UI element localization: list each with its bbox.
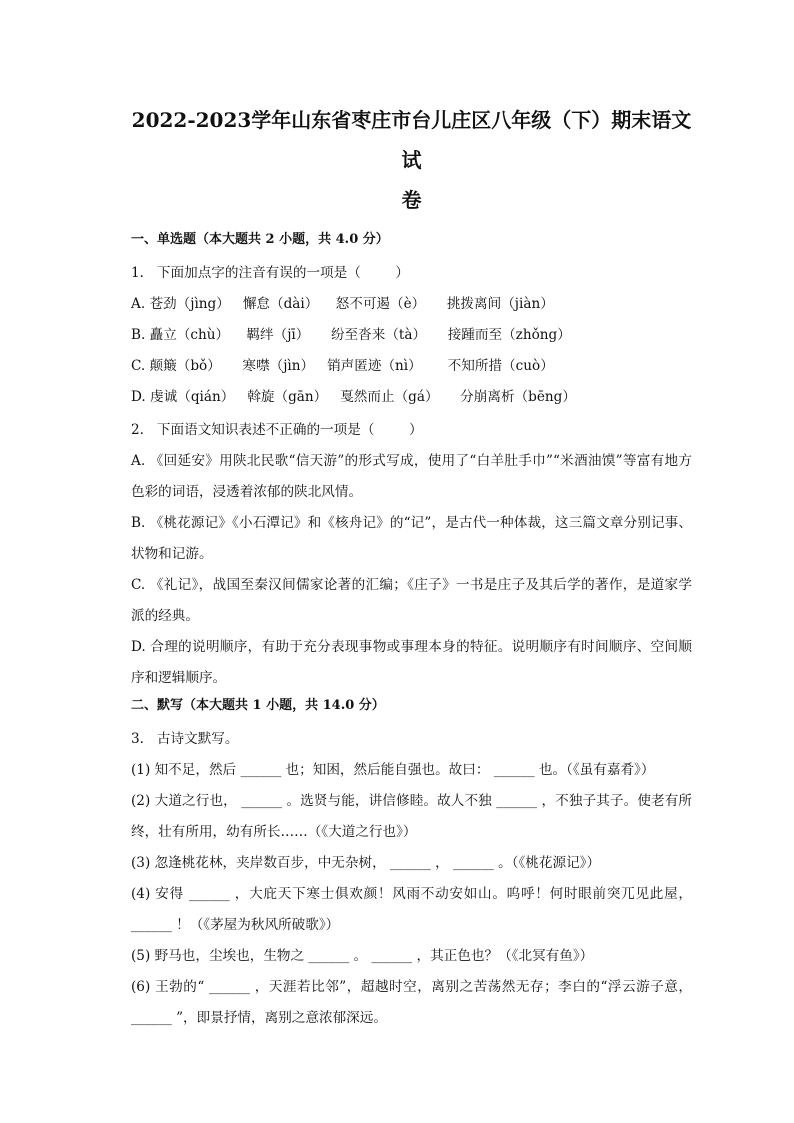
question-2-option-b: B. 《桃花源记》《小石潭记》和《核舟记》的“记”，是古代一种体裁，这三篇文章分别记事、状物和记游。 [131,515,692,562]
question-3-item-6: (6) 王勃的“ ______ ，天涯若比邻”，超越时空，离别之苦荡然无存；李白的“浮云游子意，______ ”，即景抒情，离别之意浓郁深远。 [131,979,692,1026]
question-1-stem: 1. 下面加点字的注音有误的一项是（ ） [131,265,410,281]
question-3-item-2: (2) 大道之行也， ______ 。选贤与能，讲信修睦。故人不独 ______ ，不独子其子。使老有所终，壮有所用，幼有所长……（《大道之行也》） [131,793,692,840]
question-1-option-b: B. 矗立（chù） 羁绊（jī） 纷至沓来（tà） 接踵而至（zhǒng） [131,327,571,343]
question-3-item-3: (3) 忽逢桃花林，夹岸数百步，中无杂树， ______ ， ______ 。（《桃花源记》） [131,855,601,871]
question-2-stem: 2. 下面语文知识表述不正确的一项是（ ） [131,422,423,438]
question-2-option-d: D. 合理的说明顺序，有助于充分表现事物或事理本身的特征。说明顺序有时间顺序、空间顺序和逻辑顺序。 [131,639,692,686]
question-3-item-5: (5) 野马也，尘埃也，生物之 ______ 。 ______ ，其正色也？（《北冥有鱼》） [131,948,594,964]
question-3-stem: 3. 古诗文默写。 [131,731,239,747]
title-line-2: 卷 [401,188,422,212]
question-3-item-1: (1) 知不足，然后 ______ 也；知困，然后能自强也。故曰： ______ 也。（《虽有嘉肴》） [131,762,655,778]
question-3-item-4: (4) 安得 ______ ，大庇天下寒士俱欢颜！风雨不动安如山。呜呼！何时眼前突兀见此屋，______ ！（《茅屋为秋风所破歌》） [131,886,692,933]
question-1-option-d: D. 虔诚（qián） 斡旋（gān） 戛然而止（gá） 分崩离析（bēng） [131,389,576,405]
section-heading-single-choice: 一、单选题（本大题共 2 小题，共 4.0 分） [131,232,389,247]
question-1-option-a: A. 苍劲（jìng） 懈怠（dài） 怒不可遏（è） 挑拨离间（jiàn） [131,296,554,312]
question-1-option-c: C. 颠簸（bǒ） 寒噤（jìn） 销声匿迹（nì） 不知所措（cuò） [131,358,554,374]
question-3 [131,724,692,1034]
page-title [123,100,700,220]
section-heading-dictation: 二、默写（本大题共 1 小题，共 14.0 分） [131,698,385,713]
question-2-option-c: C. 《礼记》，战国至秦汉间儒家论著的汇编；《庄子》一书是庄子及其后学的著作，是道家学派的经典。 [131,577,692,624]
question-2-option-a: A. 《回延安》用陕北民歌“信天游”的形式写成，使用了“白羊肚手巾”“米酒油馍”等富有地方色彩的词语，浸透着浓郁的陕北风情。 [131,453,692,500]
question-2 [131,415,692,694]
question-1 [131,258,692,413]
title-line-1: 2022-2023学年山东省枣庄市台儿庄区八年级（下）期末语文试 [131,108,692,172]
